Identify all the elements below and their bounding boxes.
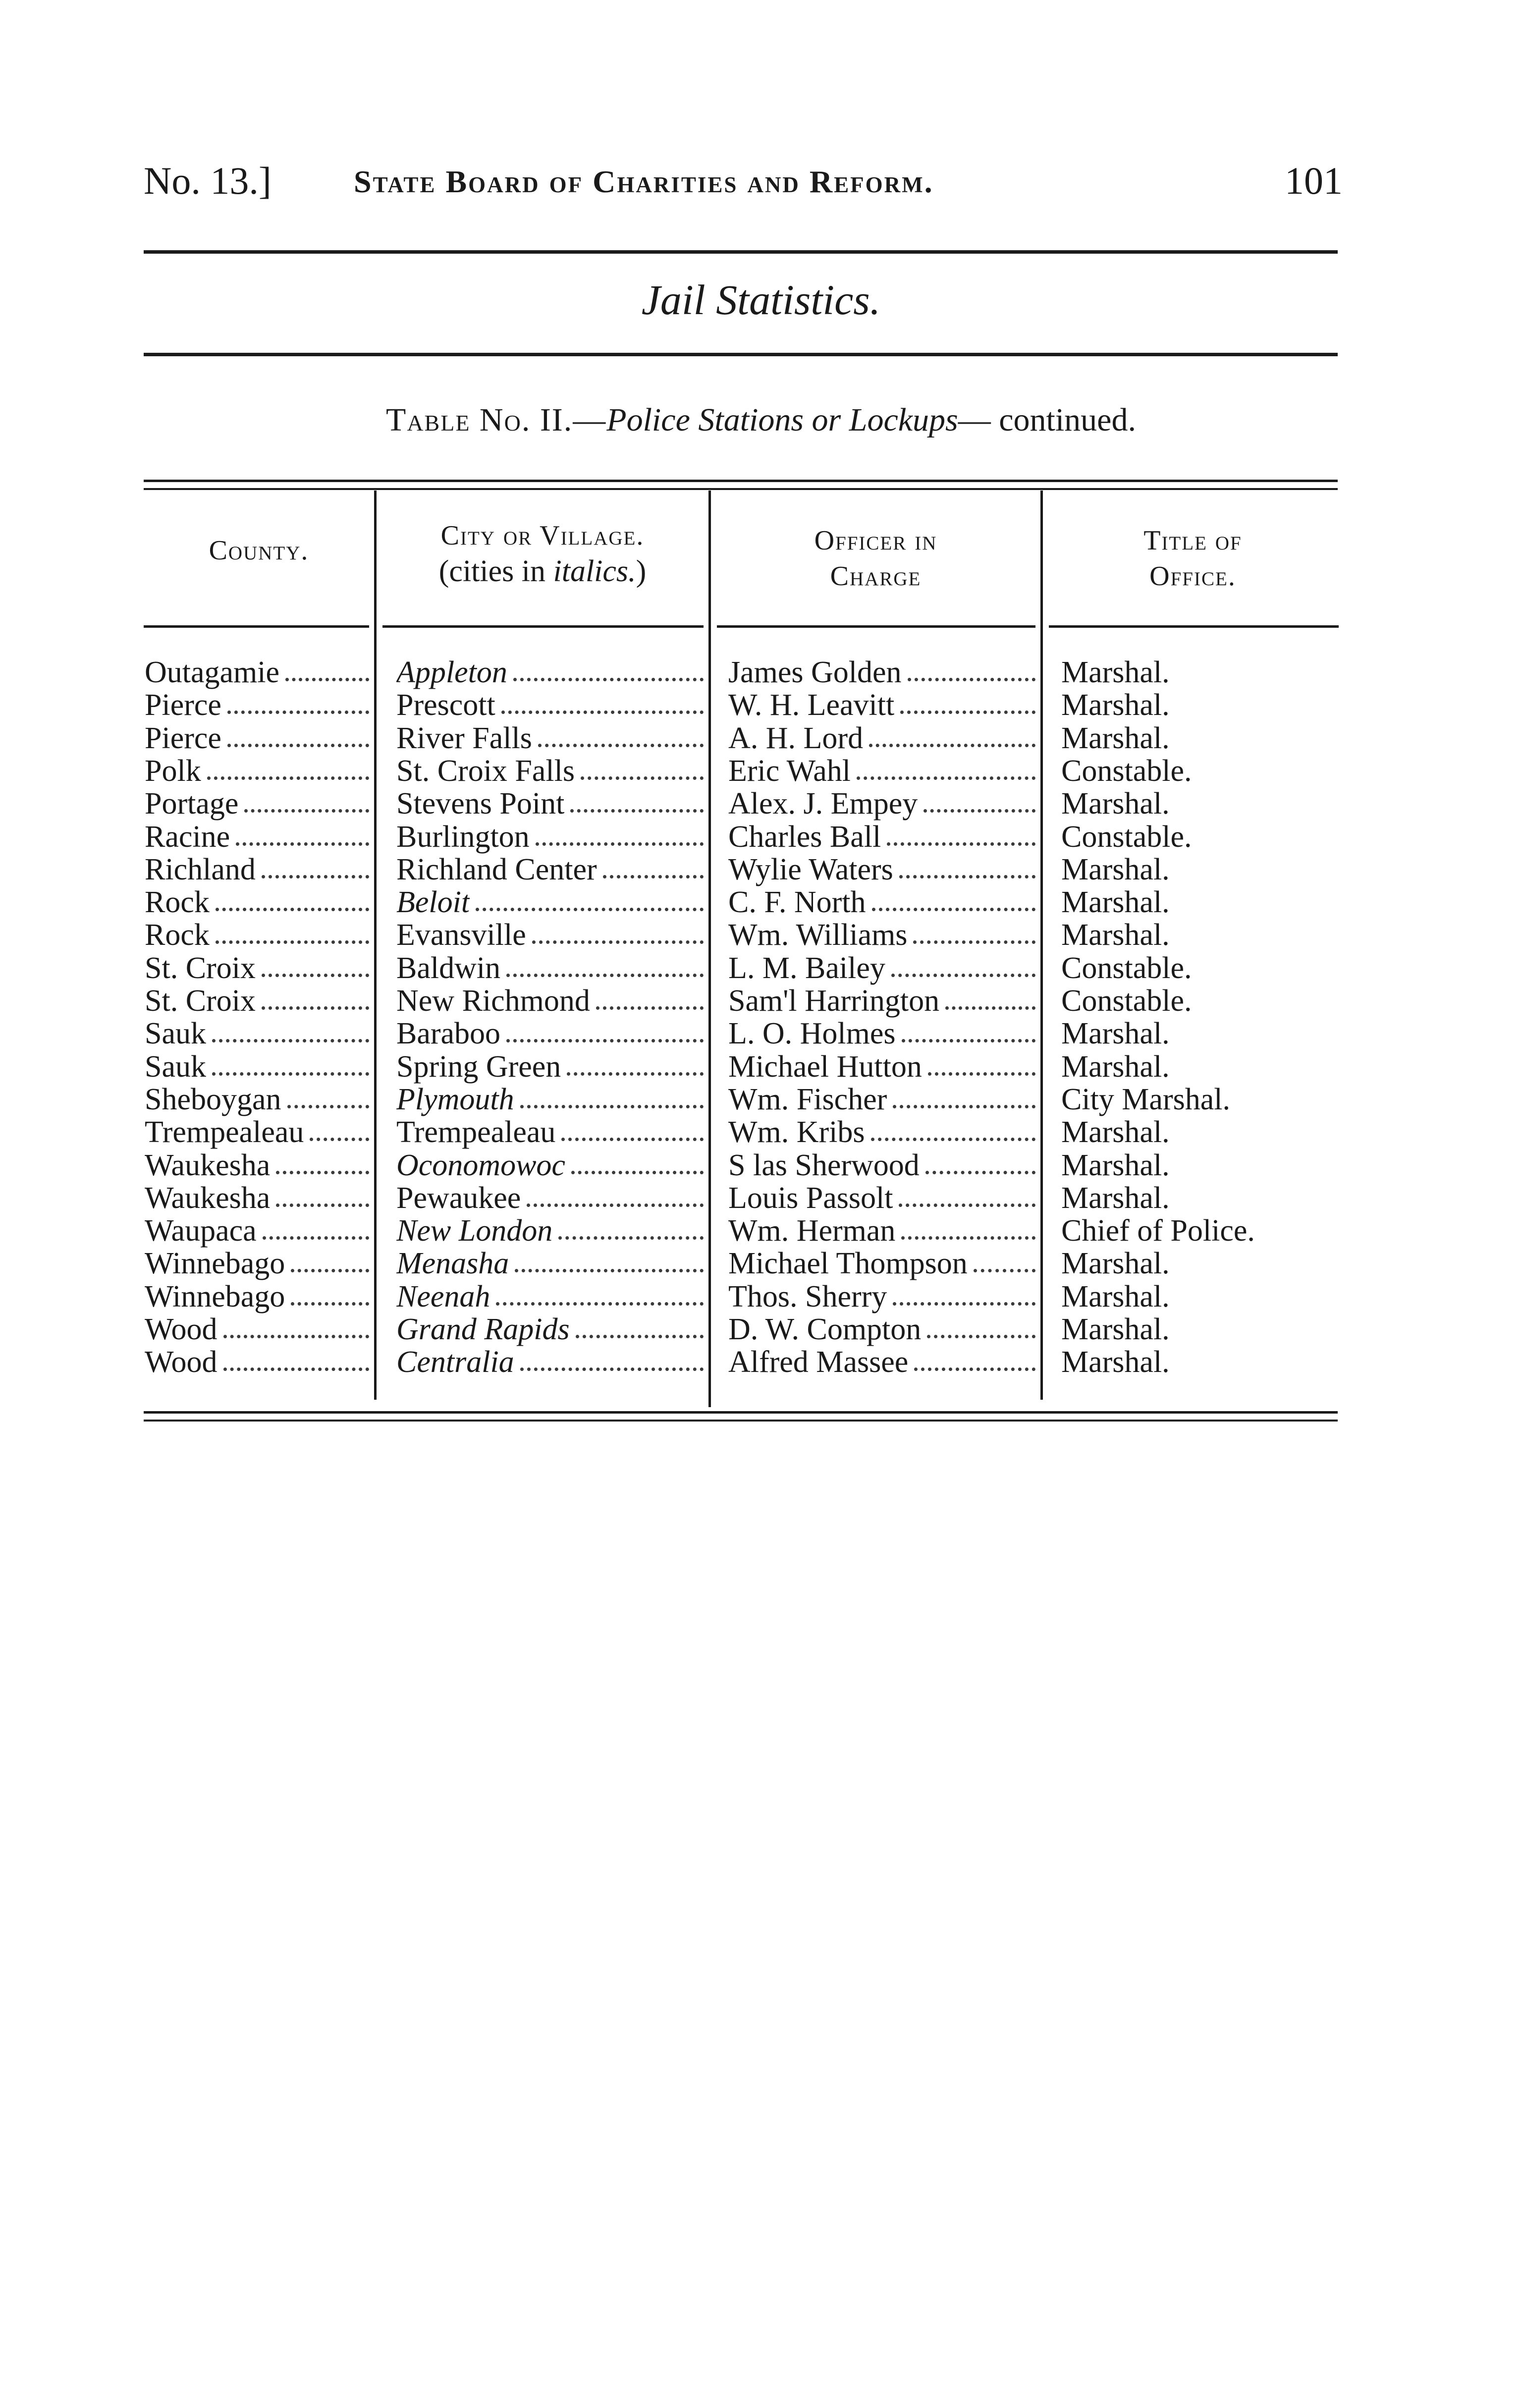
- dot-leader: [262, 1002, 369, 1010]
- table-label: Table No. II.—: [386, 402, 607, 438]
- header-rule-bottom: [144, 353, 1338, 356]
- title-cell: Marshal.: [1061, 918, 1170, 952]
- title-cell: Marshal.: [1061, 656, 1170, 689]
- officer-header-line2: Charge: [830, 561, 922, 592]
- dot-leader: [887, 838, 1035, 846]
- city-cell: Beloit: [396, 885, 470, 919]
- dot-leader: [527, 1200, 704, 1207]
- dot-leader: [893, 1101, 1035, 1108]
- dot-leader: [223, 1364, 369, 1371]
- officer-cell: Eric Wahl: [728, 754, 851, 788]
- table-rule-top-1: [144, 480, 1338, 482]
- county-cell: Pierce: [145, 721, 221, 755]
- city-cell: Pewaukee: [396, 1181, 521, 1215]
- dot-leader: [899, 871, 1035, 878]
- dot-leader: [310, 1134, 369, 1141]
- county-cell: Waukesha: [145, 1149, 271, 1182]
- county-cell: Rock: [145, 885, 210, 919]
- officer-cell: L. M. Bailey: [728, 951, 885, 985]
- county-cell: Rock: [145, 918, 210, 952]
- dot-leader: [927, 1331, 1035, 1338]
- title-cell: Marshal.: [1061, 1050, 1170, 1084]
- county-cell: Sauk: [145, 1017, 206, 1050]
- dot-leader: [924, 805, 1035, 813]
- dot-leader: [900, 707, 1035, 714]
- dot-leader: [561, 1134, 704, 1141]
- dot-leader: [501, 707, 704, 714]
- officer-cell: Louis Passolt: [728, 1181, 893, 1215]
- title-cell: Constable.: [1061, 754, 1192, 788]
- dot-leader: [287, 1101, 369, 1108]
- dot-leader: [212, 1035, 369, 1042]
- dot-leader: [891, 970, 1035, 977]
- dot-leader: [945, 1002, 1035, 1010]
- city-cell: Menasha: [396, 1247, 509, 1280]
- officer-cell: Charles Ball: [728, 820, 881, 854]
- city-cell: Centralia: [396, 1345, 514, 1379]
- city-cell: Richland Center: [396, 853, 597, 886]
- title-cell: Marshal.: [1061, 1247, 1170, 1280]
- dot-leader: [925, 1167, 1035, 1174]
- title-cell: Marshal.: [1061, 853, 1170, 886]
- city-header-note: (cities in: [438, 554, 553, 588]
- county-cell: Waukesha: [145, 1181, 271, 1215]
- dot-leader: [496, 1298, 704, 1306]
- document-number: No. 13.]: [144, 159, 272, 202]
- dot-leader: [893, 1298, 1035, 1306]
- dot-leader: [291, 1265, 369, 1272]
- city-cell: Appleton: [396, 656, 507, 689]
- title-cell: Marshal.: [1061, 721, 1170, 755]
- dot-leader: [506, 1035, 704, 1042]
- city-cell: Baldwin: [396, 951, 501, 985]
- city-cell: St. Croix Falls: [396, 754, 575, 788]
- dot-leader: [914, 1364, 1035, 1371]
- city-cell: Burlington: [396, 820, 530, 854]
- officer-cell: L. O. Holmes: [728, 1017, 896, 1050]
- dot-leader: [908, 674, 1035, 681]
- county-cell: Wood: [145, 1313, 217, 1346]
- county-cell: Wood: [145, 1345, 217, 1379]
- section-title: Jail Statistics.: [641, 276, 881, 324]
- table-caption: [0, 401, 1522, 439]
- title-cell: Marshal.: [1061, 1313, 1170, 1346]
- officer-cell: Wm. Fischer: [728, 1083, 887, 1116]
- city-cell: Plymouth: [396, 1083, 514, 1116]
- officer-cell: A. H. Lord: [728, 721, 864, 755]
- dot-leader: [596, 1002, 704, 1010]
- header-underline-city: [382, 625, 704, 628]
- officer-cell: James Golden: [728, 656, 902, 689]
- title-header-line1: Title of: [1143, 525, 1242, 556]
- city-cell: Spring Green: [396, 1050, 561, 1084]
- dot-leader: [520, 1101, 704, 1108]
- title-cell: Marshal.: [1061, 885, 1170, 919]
- dot-leader: [520, 1364, 704, 1371]
- title-cell: Chief of Police.: [1061, 1214, 1255, 1248]
- title-cell: Marshal.: [1061, 787, 1170, 821]
- header-underline-title: [1049, 625, 1339, 628]
- county-cell: Sheboygan: [145, 1083, 281, 1116]
- county-cell: Pierce: [145, 688, 221, 722]
- dot-leader: [576, 1331, 704, 1338]
- dot-leader: [902, 1035, 1035, 1042]
- city-header-italics-note: italics.: [553, 554, 636, 588]
- city-header-line2: [377, 553, 708, 589]
- officer-header-line1: Officer in: [814, 525, 937, 556]
- officer-cell: Thos. Sherry: [728, 1280, 887, 1313]
- county-cell: Richland: [145, 853, 256, 886]
- dot-leader: [227, 707, 369, 714]
- dot-leader: [571, 1167, 704, 1174]
- title-cell: Marshal.: [1061, 1149, 1170, 1182]
- city-cell: Trempealeau: [396, 1115, 556, 1149]
- column-header-title: [1043, 523, 1343, 594]
- column-divider-2: [708, 491, 711, 1407]
- dot-leader: [581, 772, 704, 780]
- table-subject: Police Stations or Lockups: [606, 402, 958, 438]
- county-cell: St. Croix: [145, 951, 256, 985]
- dot-leader: [899, 1200, 1035, 1207]
- dot-leader: [974, 1265, 1035, 1272]
- dot-leader: [515, 1265, 704, 1272]
- running-header: [144, 149, 1343, 213]
- title-cell: Marshal.: [1061, 688, 1170, 722]
- dot-leader: [285, 674, 369, 681]
- column-divider-3: [1040, 491, 1043, 1400]
- dot-leader: [207, 772, 369, 780]
- dot-leader: [928, 1068, 1035, 1076]
- city-cell: Evansville: [396, 918, 526, 952]
- title-cell: City Marshal.: [1061, 1083, 1230, 1116]
- dot-leader: [570, 805, 704, 813]
- officer-cell: Michael Thompson: [728, 1247, 968, 1280]
- column-header-county: [144, 533, 374, 568]
- publication-title: State Board of Charities and Reform.: [354, 164, 934, 199]
- county-cell: Outagamie: [145, 656, 280, 689]
- dot-leader: [869, 740, 1035, 747]
- city-cell: Prescott: [396, 688, 495, 722]
- county-cell: Winnebago: [145, 1247, 285, 1280]
- officer-cell: Wm. Williams: [728, 918, 908, 952]
- city-header-line1: City or Village.: [440, 520, 645, 551]
- officer-cell: Wm. Kribs: [728, 1115, 865, 1149]
- city-cell: Oconomowoc: [396, 1149, 565, 1182]
- city-cell: Grand Rapids: [396, 1313, 570, 1346]
- dot-leader: [263, 1232, 369, 1240]
- officer-cell: W. H. Leavitt: [728, 688, 895, 722]
- city-cell: River Falls: [396, 721, 532, 755]
- title-cell: Marshal.: [1061, 1115, 1170, 1149]
- title-header-line2: Office.: [1149, 561, 1236, 592]
- dot-leader: [506, 970, 704, 977]
- officer-cell: Wylie Waters: [728, 853, 893, 886]
- dot-leader: [216, 936, 369, 944]
- officer-cell: C. F. North: [728, 885, 866, 919]
- county-cell: Sauk: [145, 1050, 206, 1084]
- dot-leader: [538, 740, 704, 747]
- dot-leader: [536, 838, 704, 846]
- header-underline-county: [144, 625, 369, 628]
- dot-leader: [567, 1068, 704, 1076]
- county-cell: Portage: [145, 787, 239, 821]
- dot-leader: [227, 740, 369, 747]
- title-cell: Constable.: [1061, 820, 1192, 854]
- header-rule-top: [144, 250, 1338, 254]
- title-cell: Constable.: [1061, 984, 1192, 1018]
- county-cell: Waupaca: [145, 1214, 257, 1248]
- column-header-city: [377, 518, 708, 589]
- officer-cell: Sam'l Harrington: [728, 984, 940, 1018]
- dot-leader: [262, 871, 369, 878]
- dot-leader: [276, 1200, 369, 1207]
- city-cell: Stevens Point: [396, 787, 565, 821]
- dot-leader: [276, 1167, 369, 1174]
- column-header-officer: [711, 523, 1040, 594]
- table-rule-bottom-1: [144, 1411, 1338, 1414]
- dot-leader: [913, 936, 1035, 944]
- dot-leader: [291, 1298, 369, 1306]
- officer-cell: Michael Hutton: [728, 1050, 922, 1084]
- county-header-label: County.: [209, 535, 309, 566]
- county-cell: Polk: [145, 754, 201, 788]
- dot-leader: [532, 936, 704, 944]
- dot-leader: [513, 674, 704, 681]
- dot-leader: [603, 871, 704, 878]
- dot-leader: [262, 970, 369, 977]
- dot-leader: [244, 805, 369, 813]
- dot-leader: [871, 1134, 1035, 1141]
- dot-leader: [901, 1232, 1035, 1240]
- county-cell: Racine: [145, 820, 230, 854]
- column-divider-1: [374, 491, 377, 1400]
- dot-leader: [212, 1068, 369, 1076]
- county-cell: Winnebago: [145, 1280, 285, 1313]
- city-cell: New Richmond: [396, 984, 590, 1018]
- dot-leader: [558, 1232, 704, 1240]
- header-underline-officer: [717, 625, 1035, 628]
- county-cell: Trempealeau: [145, 1115, 304, 1149]
- dot-leader: [857, 772, 1035, 780]
- dot-leader: [223, 1331, 369, 1338]
- title-cell: Marshal.: [1061, 1280, 1170, 1313]
- title-cell: Marshal.: [1061, 1181, 1170, 1215]
- city-cell: Baraboo: [396, 1017, 501, 1050]
- county-cell: St. Croix: [145, 984, 256, 1018]
- table-continued: — continued.: [958, 402, 1136, 438]
- table-rule-bottom-2: [144, 1420, 1338, 1422]
- dot-leader: [216, 904, 369, 911]
- title-cell: Marshal.: [1061, 1345, 1170, 1379]
- officer-cell: S las Sherwood: [728, 1149, 920, 1182]
- officer-cell: Alex. J. Empey: [728, 787, 918, 821]
- dot-leader: [872, 904, 1035, 911]
- dot-leader: [236, 838, 369, 846]
- dot-leader: [476, 904, 704, 911]
- city-header-paren: ): [636, 554, 647, 588]
- officer-cell: Wm. Herman: [728, 1214, 896, 1248]
- page-number: 101: [1285, 159, 1343, 202]
- table-rule-top-2: [144, 488, 1338, 490]
- city-cell: Neenah: [396, 1280, 490, 1313]
- officer-cell: Alfred Massee: [728, 1345, 909, 1379]
- title-cell: Constable.: [1061, 951, 1192, 985]
- city-cell: New London: [396, 1214, 553, 1248]
- officer-cell: D. W. Compton: [728, 1313, 922, 1346]
- title-cell: Marshal.: [1061, 1017, 1170, 1050]
